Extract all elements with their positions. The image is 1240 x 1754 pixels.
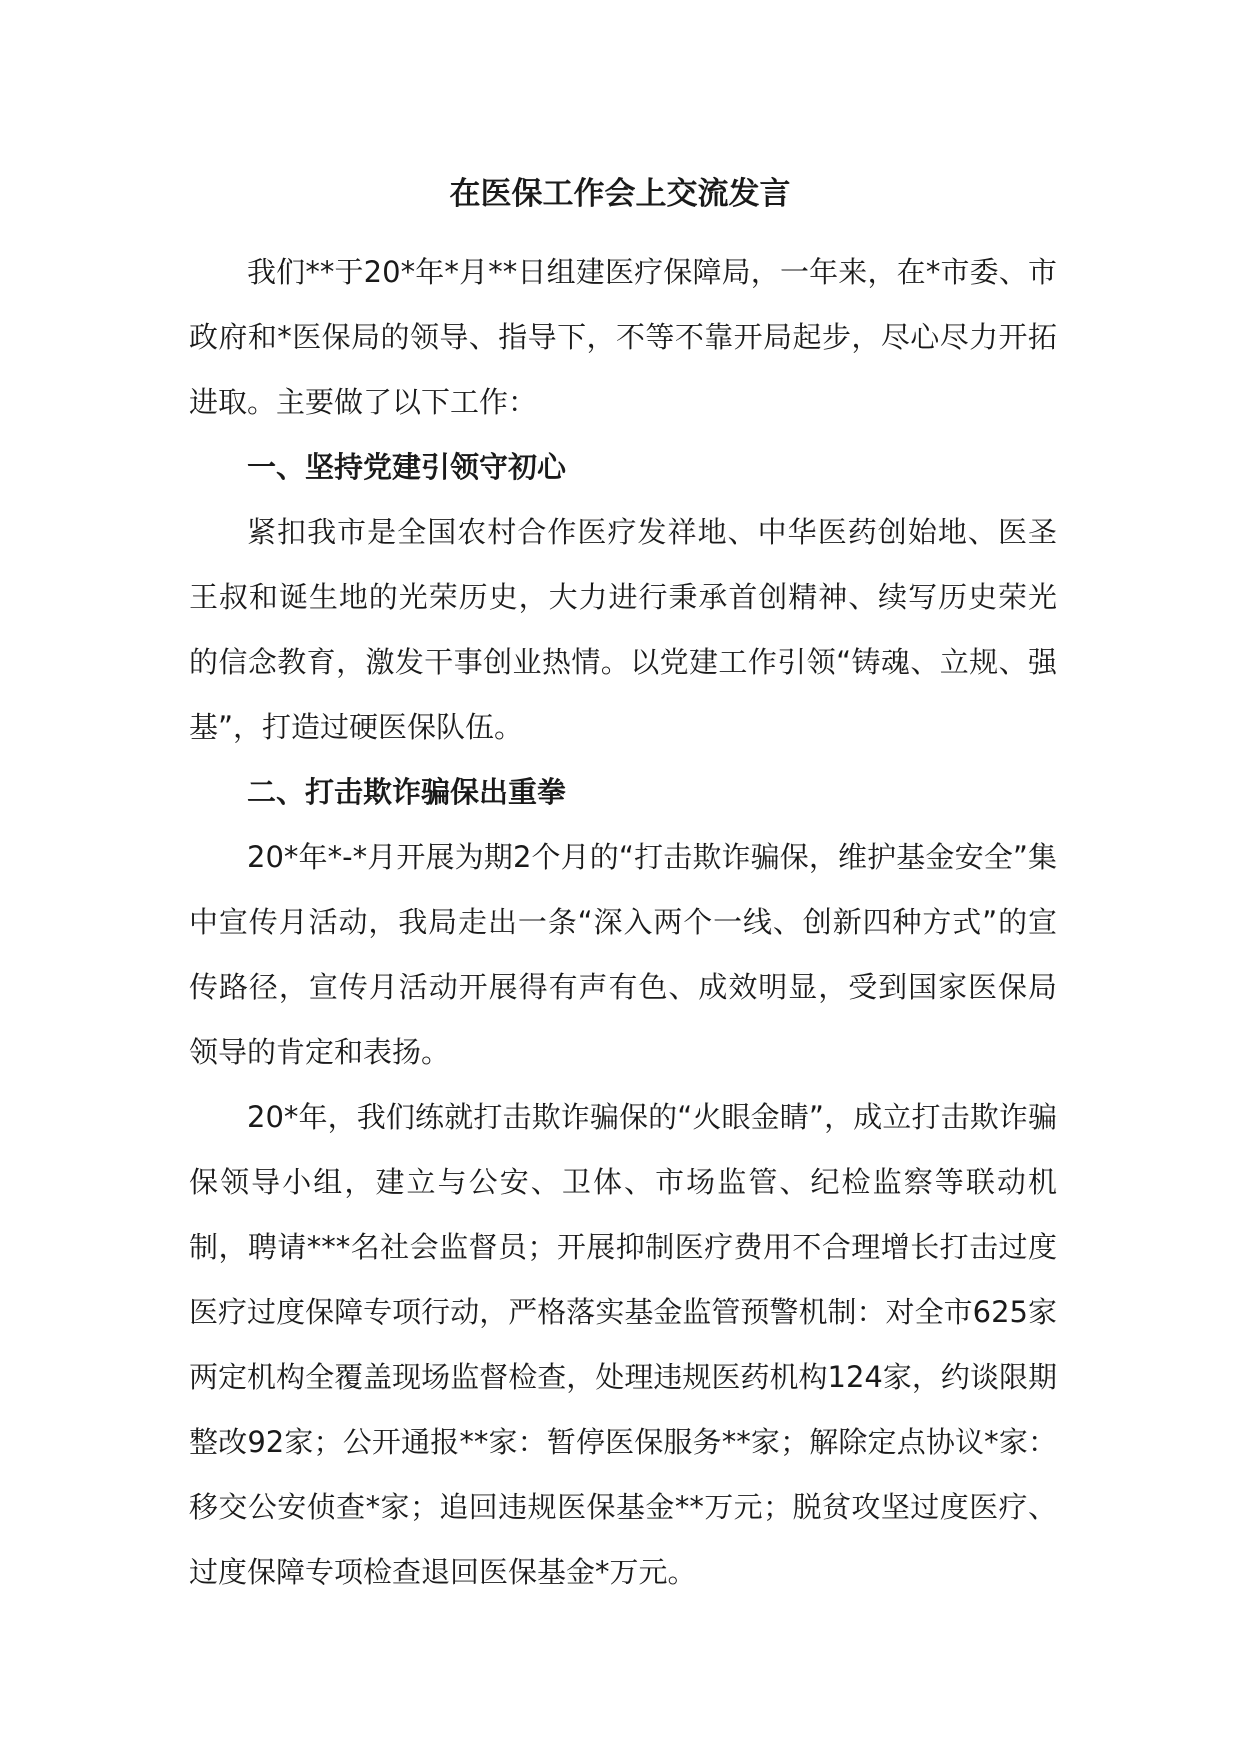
section-2-paragraph-1: 20*年*-*月开展为期2个月的“打击欺诈骗保，维护基金安全”集中宣传月活动，我局走出一条“深入两个一线、创新四种方式”的宣传路径，宣传月活动开展得有声有色、成效明显，受到国家医保局领导的肯定和表扬。 [189,840,1057,1069]
section-heading-2: 二、打击欺诈骗保出重拳 [247,775,567,809]
document-title: 在医保工作会上交流发言 [449,176,791,212]
section-heading-1: 一、坚持党建引领守初心 [247,450,567,484]
document-body [189,240,1057,1605]
section-1-paragraph: 紧扣我市是全国农村合作医疗发祥地、中华医药创始地、医圣王叔和诞生地的光荣历史，大力进行秉承首创精神、续写历史荣光的信念教育，激发干事创业热情。以党建工作引领“铸魂、立规、强基”，打造过硬医保队伍。 [189,515,1057,744]
section-2-paragraph-2: 20*年，我们练就打击欺诈骗保的“火眼金睛”，成立打击欺诈骗保领导小组，建立与公安、卫体、市场监管、纪检监察等联动机制，聘请***名社会监督员；开展抑制医疗费用不合理增长打击过度医疗过度保障专项行动，严格落实基金监管预警机制：对全市625家两定机构全覆盖现场监督检查，处理违规医药机构124家，约谈限期整改92家；公开通报**家：暂停医保服务**家；解除定点协议*家：移交公安侦查*家；追回违规医保基金**万元；脱贫攻坚过度医疗、过度保障专项检查退回医保基金*万元。 [189,1100,1057,1589]
intro-paragraph: 我们**于20*年*月**日组建医疗保障局，一年来，在*市委、市政府和*医保局的领导、指导下，不等不靠开局起步，尽心尽力开拓进取。主要做了以下工作： [189,255,1057,419]
